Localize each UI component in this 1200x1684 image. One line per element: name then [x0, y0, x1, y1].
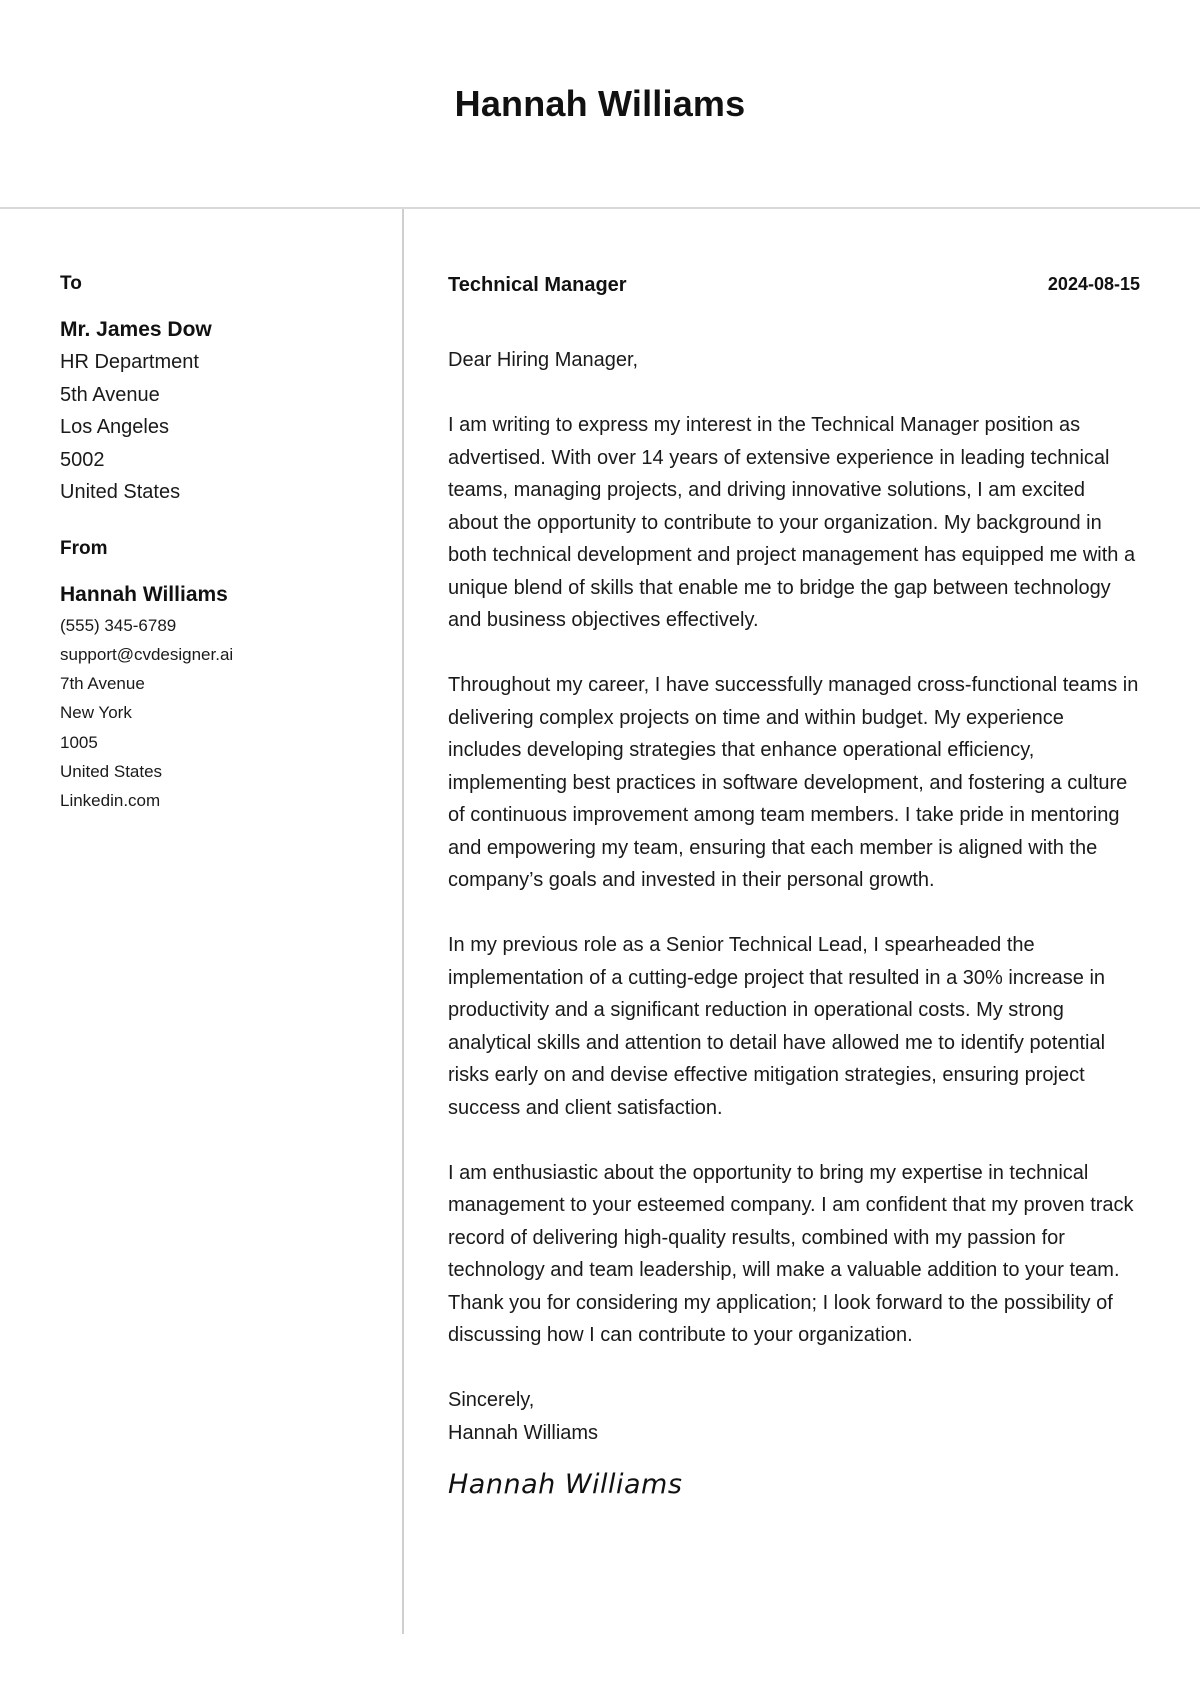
- sender-website: Linkedin.com: [60, 791, 161, 811]
- sender-block: [60, 535, 380, 816]
- address-column: [60, 270, 380, 816]
- recipient-country: United States: [60, 481, 181, 503]
- sender-city: New York: [60, 703, 132, 723]
- closing-name: Hannah Williams: [448, 1421, 599, 1444]
- recipient-department: HR Department: [60, 351, 199, 373]
- closing-block: [448, 1384, 1140, 1449]
- sender-email: support@cvdesigner.ai: [60, 644, 234, 664]
- header-name: Hannah Williams: [454, 83, 746, 124]
- sender-postcode: 1005: [60, 732, 98, 752]
- closing-phrase: Sincerely,: [448, 1389, 535, 1411]
- document-header: [0, 0, 1200, 209]
- recipient-postcode: 5002: [60, 448, 105, 471]
- sender-street: 7th Avenue: [60, 674, 145, 694]
- sender-country: United States: [60, 761, 163, 781]
- recipient-city: Los Angeles: [60, 416, 169, 438]
- paragraph-3: In my previous role as a Senior Technical Lead, I spearheaded the implementation of a cutting-edge project that resulted in a 30% increase in productivity and a significant reduction in operational costs. My strong analytical skills and attention to detail have allowed me to identify potential risks early on and devise effective mitigation strategies, ensuring project success and client satisfaction.: [448, 934, 1106, 1119]
- letter-title-row: [448, 270, 1140, 300]
- paragraph-1: I am writing to express my interest in the Technical Manager position as advertised. With over 14 years of extensive experience in leading technical teams, managing projects, and driving innovative solutions, I am excited about the opportunity to contribute to your organization. My background in both technical development and project management has equipped me with a unique blend of skills that enable me to bridge the gap between technology and business objectives effectively.: [448, 414, 1136, 631]
- paragraph-4: I am enthusiastic about the opportunity to bring my expertise in technical management to your esteemed company. I am confident that my proven track record of delivering high-quality results, combined with my passion for technology and team leadership, will make a valuable addition to your team. Thank you for considering my application; I look forward to the possibility of discussing how I can contribute to your organization.: [448, 1161, 1134, 1346]
- column-divider: [402, 209, 404, 1634]
- letter-date: 2024-08-15: [1047, 274, 1140, 294]
- job-title: Technical Manager: [448, 274, 627, 296]
- recipient-block: [60, 270, 380, 509]
- salutation: Dear Hiring Manager,: [448, 349, 639, 371]
- recipient-street: 5th Avenue: [60, 383, 160, 406]
- sender-name: Hannah Williams: [60, 582, 228, 606]
- recipient-label: To: [60, 273, 82, 294]
- recipient-name: Mr. James Dow: [60, 318, 212, 341]
- letter-column: [448, 270, 1140, 1503]
- signature: Hannah Williams: [448, 1469, 683, 1500]
- sender-phone: (555) 345-6789: [60, 615, 177, 635]
- paragraph-2: Throughout my career, I have successfully managed cross-functional teams in delivering complex projects on time and within budget. My experience includes developing strategies that enhance operational efficiency, implementing best practices in software development, and fostering a culture of continuous improvement among team members. I take pride in mentoring and empowering my team, ensuring that each member is aligned with the company’s goals and invested in their personal growth.: [448, 674, 1139, 891]
- sender-label: From: [60, 537, 108, 559]
- letter-body: [448, 344, 1140, 1503]
